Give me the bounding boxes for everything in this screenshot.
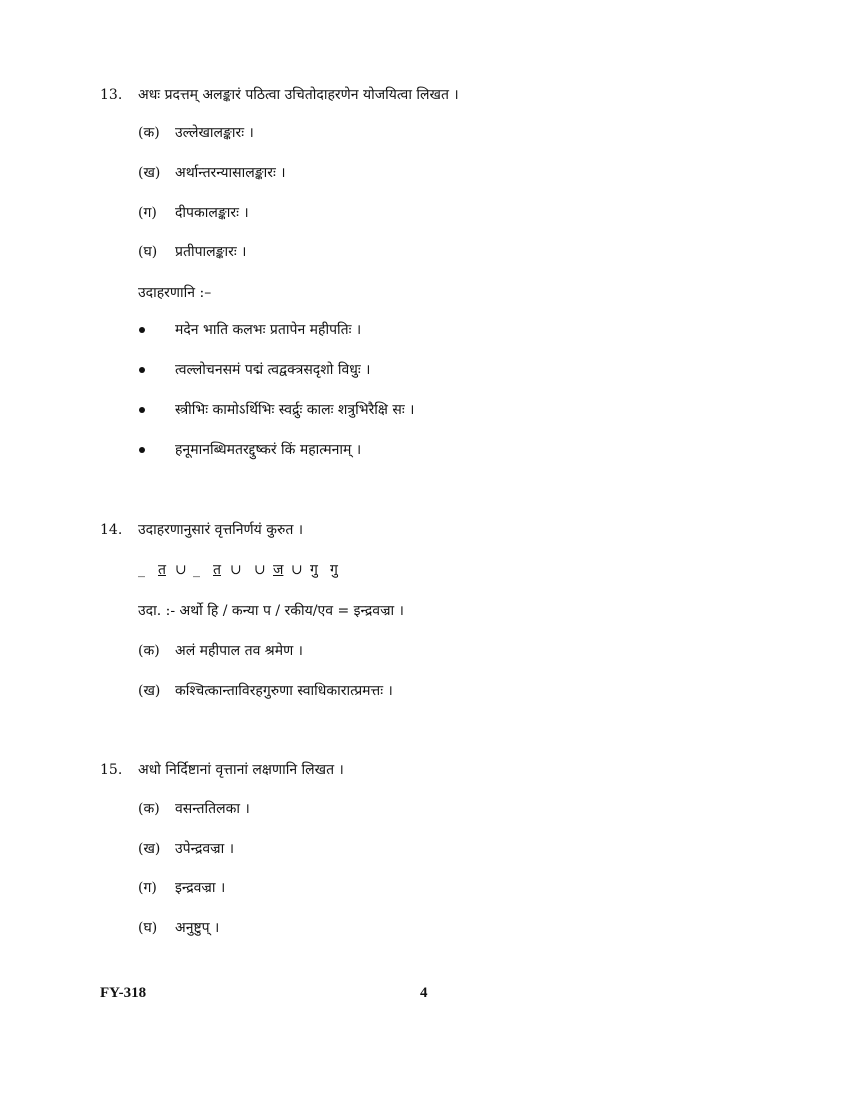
- q13-option-text: उल्लेखालङ्कारः ।: [175, 125, 254, 141]
- example-item: हनूमानब्धिमतरद्दुष्करं किं महात्मनाम् ।: [175, 442, 362, 458]
- q14-option-label: (ख): [138, 683, 161, 699]
- q15-option-text: इन्द्रवज्रा ।: [175, 880, 226, 896]
- meter-symbol: त: [158, 562, 166, 578]
- meter-symbol: त: [213, 562, 221, 578]
- meter-symbol: गु: [310, 562, 318, 578]
- example-item: स्त्रीभिः कामोऽर्थिभिः स्वर्द्रुः कालः शत्रुभिरैक्षि सः ।: [175, 402, 415, 418]
- question-14-text: उदाहरणानुसारं वृत्तनिर्णयं कुरुत ।: [138, 522, 304, 538]
- q14-example: उदा. :- अर्थो हि / कन्या प / रकीय/एव = इन्द्रवज्रा ।: [138, 603, 404, 619]
- q15-option-label: (ख): [138, 841, 161, 857]
- q13-option-label: (क): [138, 125, 160, 141]
- meter-symbol: ज: [273, 562, 284, 578]
- bullet-icon: [139, 407, 145, 413]
- meter-symbol: गु: [330, 562, 338, 578]
- q15-option-text: उपेन्द्रवज्रा ।: [175, 841, 235, 857]
- question-14-number: 14.: [100, 522, 123, 538]
- example-item: मदेन भाति कलभः प्रतापेन महीपतिः ।: [175, 322, 362, 338]
- question-15-number: 15.: [100, 762, 123, 778]
- examples-heading: उदाहरणानि :–: [138, 285, 212, 301]
- meter-symbol: ∪: [291, 562, 303, 578]
- q15-option-text: वसन्ततिलका ।: [175, 801, 250, 817]
- meter-symbol: ∪: [254, 562, 266, 578]
- q13-option-text: अर्थान्तरन्यासालङ्कारः ।: [175, 165, 286, 181]
- q13-option-label: (ग): [138, 205, 157, 221]
- bullet-icon: [139, 327, 145, 333]
- q14-option-label: (क): [138, 643, 160, 659]
- q13-option-label: (ख): [138, 165, 161, 181]
- meter-symbol: ∪: [230, 562, 242, 578]
- q15-option-label: (ग): [138, 880, 157, 896]
- q15-option-label: (क): [138, 801, 160, 817]
- q13-option-text: प्रतीपालङ्कारः ।: [175, 244, 247, 260]
- q15-option-label: (घ): [138, 920, 158, 936]
- q15-option-text: अनुष्टुप् ।: [175, 920, 220, 936]
- q13-option-label: (घ): [138, 244, 158, 260]
- q13-option-text: दीपकालङ्कारः ।: [175, 205, 249, 221]
- page-number: 4: [420, 985, 428, 1001]
- q14-option-text: कश्चित्कान्ताविरहगुरुणा स्वाधिकारात्प्रमत्तः ।: [175, 683, 393, 699]
- q14-option-text: अलं महीपाल तव श्रमेण ।: [175, 643, 303, 659]
- meter-symbol: ∪: [175, 562, 187, 578]
- question-15-text: अधो निर्दिष्टानां वृत्तानां लक्षणानि लिखत ।: [138, 762, 344, 778]
- bullet-icon: [139, 447, 145, 453]
- question-13-number: 13.: [100, 87, 123, 103]
- meter-symbol: _: [138, 562, 145, 578]
- bullet-icon: [139, 367, 145, 373]
- question-13-text: अधः प्रदत्तम् अलङ्कारं पठित्वा उचितोदाहरणेन योजयित्वा लिखत ।: [138, 87, 459, 103]
- example-item: त्वल्लोचनसमं पद्मं त्वद्वक्त्रसदृशो विधुः ।: [175, 362, 371, 378]
- meter-symbol: _: [193, 562, 200, 578]
- paper-code: FY-318: [100, 985, 147, 1001]
